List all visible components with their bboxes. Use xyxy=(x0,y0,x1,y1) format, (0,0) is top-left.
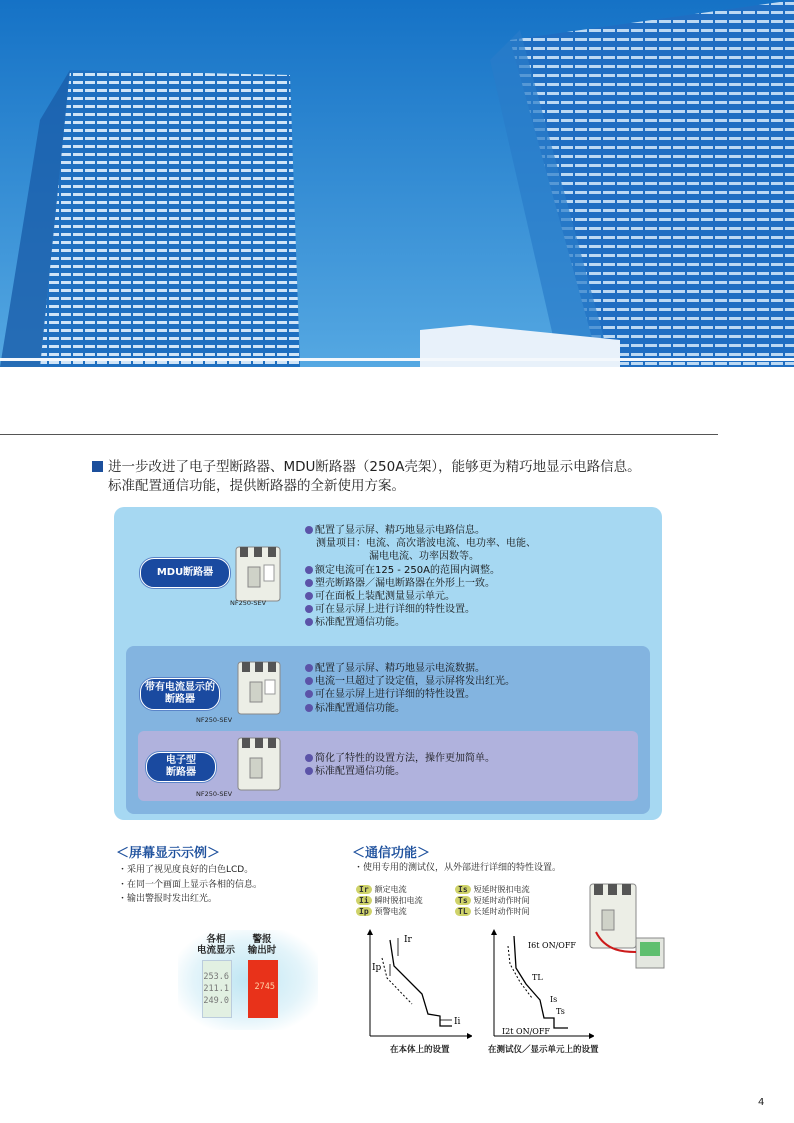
bullet-icon xyxy=(305,605,313,613)
feature-1-5: 塑壳断路器／漏电断路器在外形上一致。 xyxy=(305,577,536,590)
feature-1-3: 漏电电流、功率因数等。 xyxy=(369,551,479,563)
bullet-icon xyxy=(305,754,313,762)
feature-2-3: 可在显示屏上进行详细的特性设置。 xyxy=(305,688,515,701)
trip-curve-graph-body xyxy=(360,928,472,1040)
feature-1-7: 可在显示屏上进行详细的特性设置。 xyxy=(305,603,536,616)
legend-col-1 xyxy=(356,884,423,917)
intro-text-1: 进一步改进了电子型断路器、MDU断路器（250A壳架），能够更为精巧地显示电路信息。 xyxy=(108,459,641,475)
display-example-heading: ＜屏幕显示示例＞ xyxy=(116,846,221,861)
display-bullet-3: ・输出警报时发出红光。 xyxy=(118,894,218,904)
graph-body-caption: 在本体上的设置 xyxy=(390,1045,450,1055)
bullet-icon xyxy=(305,704,313,712)
bullet-icon xyxy=(305,579,313,587)
bullet-icon xyxy=(305,664,313,672)
feature-3-2: 标准配置通信功能。 xyxy=(305,765,495,778)
feature-list-2 xyxy=(305,662,515,715)
breaker-image-2 xyxy=(236,660,282,716)
feature-3-1: 简化了特性的设置方法，操作更加简单。 xyxy=(305,752,495,765)
label-i6t: I6t ON/OFF xyxy=(528,941,576,950)
legend-item-ii: Ii 瞬时脱扣电流 xyxy=(356,895,423,906)
label-tl: TL xyxy=(532,973,543,982)
feature-list-3 xyxy=(305,752,495,778)
label-ts: Ts xyxy=(556,1007,565,1016)
feature-1-1: 配置了显示屏、精巧地显示电路信息。 xyxy=(305,524,536,537)
label-ii: Ii xyxy=(454,1017,461,1027)
lcd-white-display: 253.6 211.1 249.0 xyxy=(202,960,232,1018)
legend-col-2 xyxy=(455,884,530,917)
display-bullet-2: ・在同一个画面上显示各相的信息。 xyxy=(118,879,263,890)
model-label-3: NF250-SEV xyxy=(196,790,233,798)
legend-item-is: Is 短延时脱扣电流 xyxy=(455,884,530,895)
product-label-mdu: MDU断路器 xyxy=(140,558,230,588)
display-right-label: 警报 输出时 xyxy=(247,934,277,956)
section-rule xyxy=(0,434,718,435)
feature-list-1 xyxy=(305,524,536,630)
feature-2-4: 标准配置通信功能。 xyxy=(305,702,515,715)
bullet-icon xyxy=(305,677,313,685)
bullet-icon xyxy=(305,767,313,775)
intro-line-2: 标准配置通信功能，提供断路器的全新使用方案。 xyxy=(108,478,405,494)
product-label-current-display: 带有电流显示的 断路器 xyxy=(140,678,220,710)
trip-curve-graph-tester xyxy=(484,928,594,1040)
page-number: 4 xyxy=(758,1097,765,1108)
feature-1-2: 测量项目：电流、高次谐波电流、电功率、电能、 xyxy=(316,538,536,550)
intro-line-1 xyxy=(92,455,641,475)
display-left-label: 各相 电流显示 xyxy=(196,934,235,956)
bullet-icon xyxy=(305,566,313,574)
bullet-icon xyxy=(305,526,313,534)
feature-1-8: 标准配置通信功能。 xyxy=(305,616,536,629)
feature-1-4: 额定电流可在125 - 250A的范围内调整。 xyxy=(305,564,536,577)
label-is: Is xyxy=(550,995,558,1004)
product-label-electronic: 电子型 断路器 xyxy=(146,752,216,782)
display-example-bullets xyxy=(118,863,262,907)
feature-1-6: 可在面板上装配测量显示单元。 xyxy=(305,590,536,603)
breaker-image-3 xyxy=(236,736,282,792)
feature-2-1: 配置了显示屏、精巧地显示电流数据。 xyxy=(305,662,515,675)
bullet-icon xyxy=(305,618,313,626)
bullet-icon xyxy=(305,592,313,600)
communication-bullet: ・使用专用的测试仪，从外部进行详细的特性设置。 xyxy=(354,863,562,873)
breaker-tester-illustration xyxy=(586,882,672,974)
hero-photo-buildings xyxy=(0,0,794,367)
bullet-icon xyxy=(305,690,313,698)
label-ir: Ir xyxy=(404,935,412,945)
label-i2t: I2t ON/OFF xyxy=(502,1027,550,1036)
graph-tester-caption: 在测试仪／显示单元上的设置 xyxy=(488,1045,599,1055)
model-label-1: NF250-SEV xyxy=(230,599,267,607)
square-bullet-icon xyxy=(92,461,103,472)
breaker-image-1 xyxy=(234,545,282,603)
legend-item-tl: TL 长延时动作时间 xyxy=(455,906,530,917)
communication-heading: ＜通信功能＞ xyxy=(352,846,431,861)
label-ip: Ip xyxy=(372,963,382,973)
legend-item-ts: Ts 短延时动作时间 xyxy=(455,895,530,906)
display-bullet-1: ・采用了视见度良好的白色LCD。 xyxy=(118,865,254,875)
lcd-red-alarm-display: 2745 xyxy=(248,960,278,1018)
legend-item-ir: Ir 额定电流 xyxy=(356,884,423,895)
legend-item-ip: Ip 预警电流 xyxy=(356,906,423,917)
feature-2-2: 电流一旦超过了设定值，显示屏将发出红光。 xyxy=(305,675,515,688)
model-label-2: NF250-SEV xyxy=(196,716,233,724)
